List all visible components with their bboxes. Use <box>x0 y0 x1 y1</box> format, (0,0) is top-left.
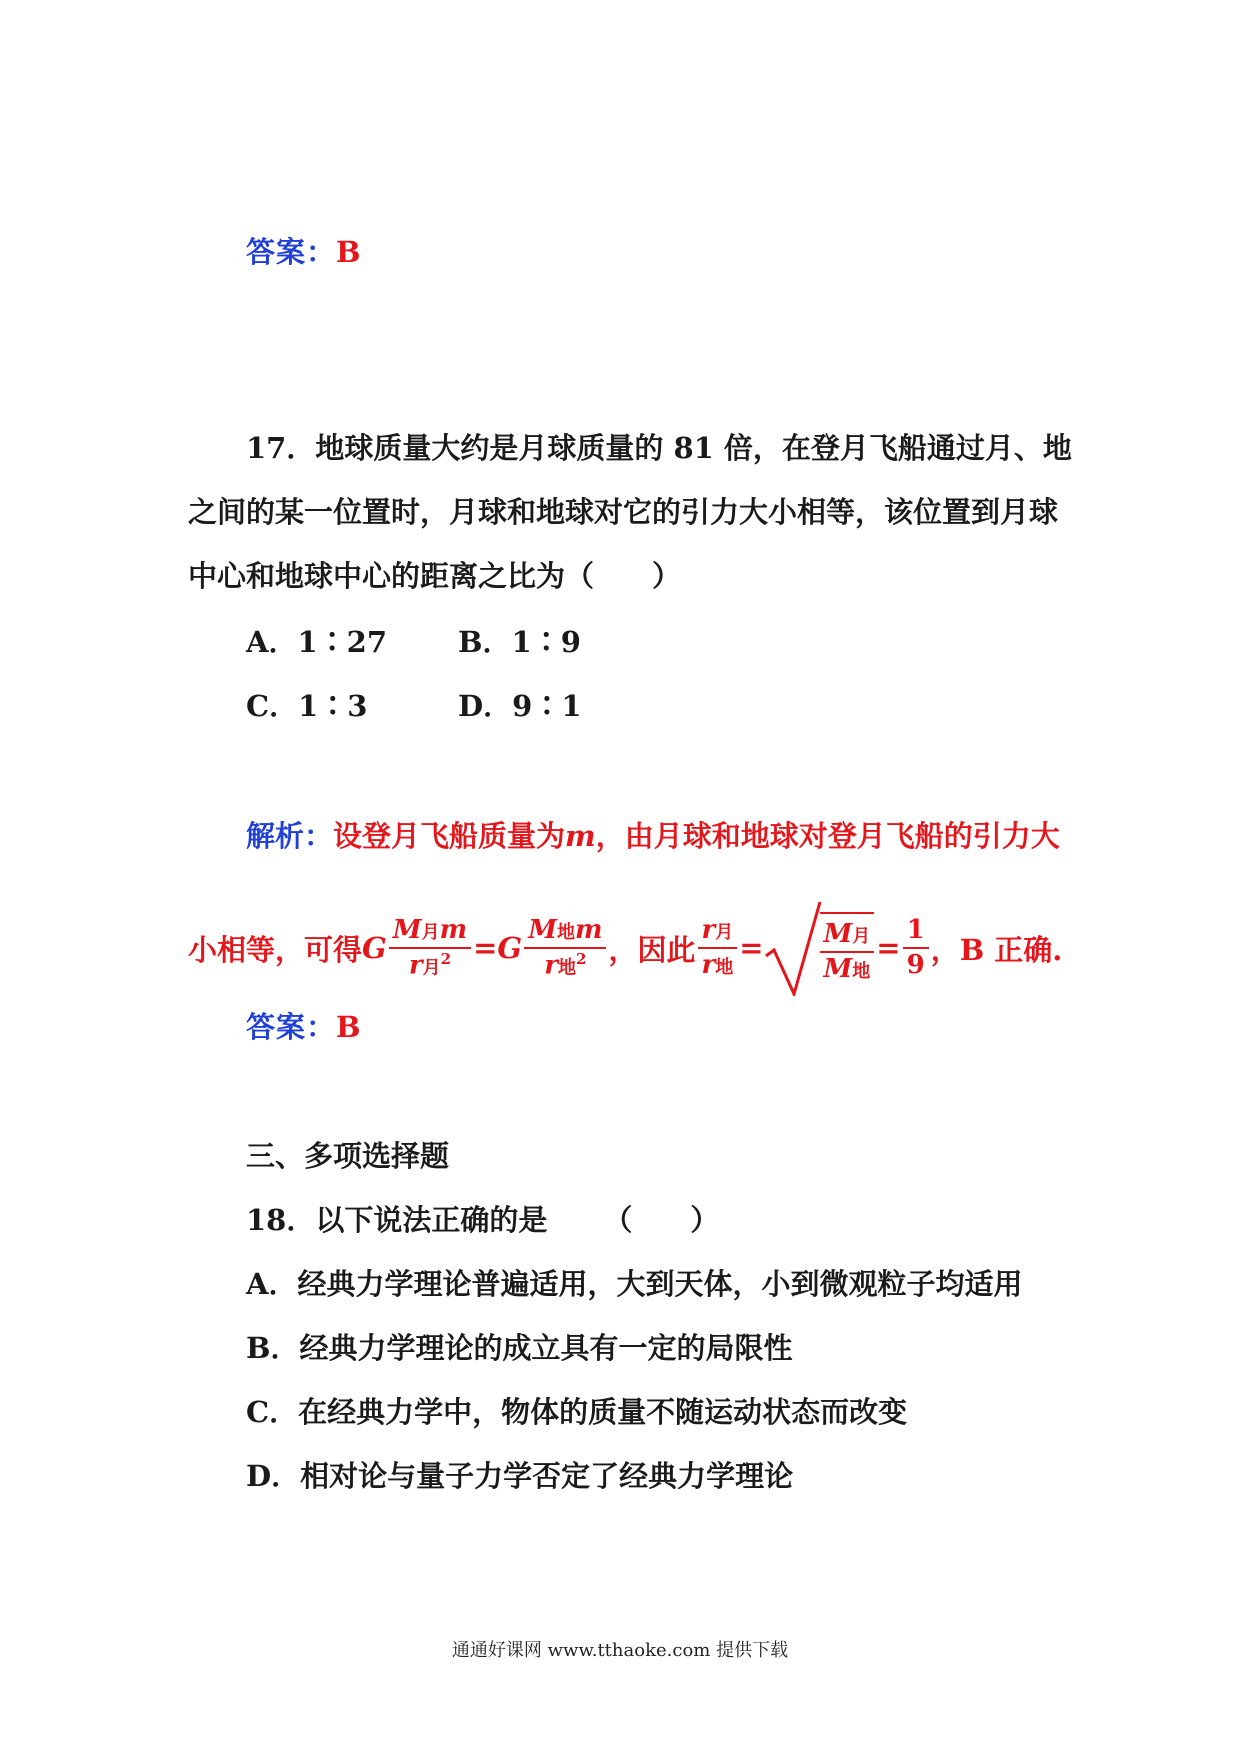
fraction-moon-force: $\frac{\text{M月m}}{r月^2}$ <box>389 916 471 980</box>
analysis-line1 <box>246 814 1060 855</box>
analysis-var-m: m <box>565 819 596 853</box>
question-18-option-c[interactable]: C．在经典力学中，物体的质量不随运动状态而改变 <box>246 1395 908 1429</box>
question-18-option-a[interactable]: A．经典力学理论普遍适用，大到天体，小到微观粒子均适用 <box>246 1267 1023 1301</box>
equals-1: = <box>473 931 498 965</box>
question-17-options-row2 <box>246 684 670 725</box>
answer-blank: （ ） <box>603 1203 720 1237</box>
option-a[interactable]: A．1∶27 <box>246 625 388 659</box>
equals-3: = <box>876 931 901 965</box>
answer-label: 答案： <box>246 235 337 269</box>
gravity-constant-2: G <box>497 931 523 965</box>
analysis-text-2: 小相等，可得 <box>188 932 363 967</box>
answer-17-label: 答案： <box>246 1010 337 1044</box>
question-18-stem: 18．以下说法正确的是 （ ） <box>246 1203 720 1237</box>
square-root <box>764 900 877 996</box>
equals-2: = <box>739 931 764 965</box>
fraction-result: $\frac{1}{9}$ <box>903 916 929 979</box>
option-d[interactable]: D．9∶1 <box>458 689 582 723</box>
question-18-option-b[interactable]: B．经典力学理论的成立具有一定的局限性 <box>246 1331 793 1365</box>
analysis-formula-line <box>188 900 1062 996</box>
analysis-label: 解析： <box>246 819 334 853</box>
analysis-conclusion: ，B 正确. <box>930 932 1063 967</box>
question-17-line2: 之间的某一位置时，月球和地球对它的引力大小相等，该位置到月球 <box>188 495 1059 529</box>
question-17-line1: 17．地球质量大约是月球质量的 81 倍，在登月飞船通过月、地 <box>246 431 1072 465</box>
answer-line-top <box>246 230 362 271</box>
answer-value: B <box>336 235 362 269</box>
option-c[interactable]: C．1∶3 <box>246 689 368 723</box>
gravity-constant-1: G <box>362 931 387 965</box>
option-b[interactable]: B．1∶9 <box>458 625 581 659</box>
fraction-distance-ratio: $\frac{\text{r月}}{\text{r地}}$ <box>698 916 738 979</box>
fraction-mass-ratio: $\frac{\text{M月}}{\text{M地}}$ <box>820 912 875 983</box>
section-title: 三、多项选择题 <box>246 1139 450 1173</box>
analysis-text-3: ，因此 <box>608 932 696 967</box>
fraction-earth-force: $\frac{\text{M地m}}{r地^2}$ <box>524 916 606 980</box>
question-18-option-d[interactable]: D．相对论与量子力学否定了经典力学理论 <box>246 1459 794 1493</box>
analysis-text-1b: ，由月球和地球对登月飞船的引力大 <box>595 819 1060 853</box>
radical-sign-icon <box>764 900 822 996</box>
analysis-text-1: 设登月飞船质量为 <box>333 819 566 853</box>
answer-line-17 <box>246 1005 362 1046</box>
question-17-options-row1 <box>246 620 670 661</box>
answer-17-value: B <box>336 1010 362 1044</box>
question-17-line3: 中心和地球中心的距离之比为（ ） <box>188 559 682 593</box>
page-footer: 通通好课网 www.tthaoke.com 提供下载 <box>451 1640 789 1661</box>
